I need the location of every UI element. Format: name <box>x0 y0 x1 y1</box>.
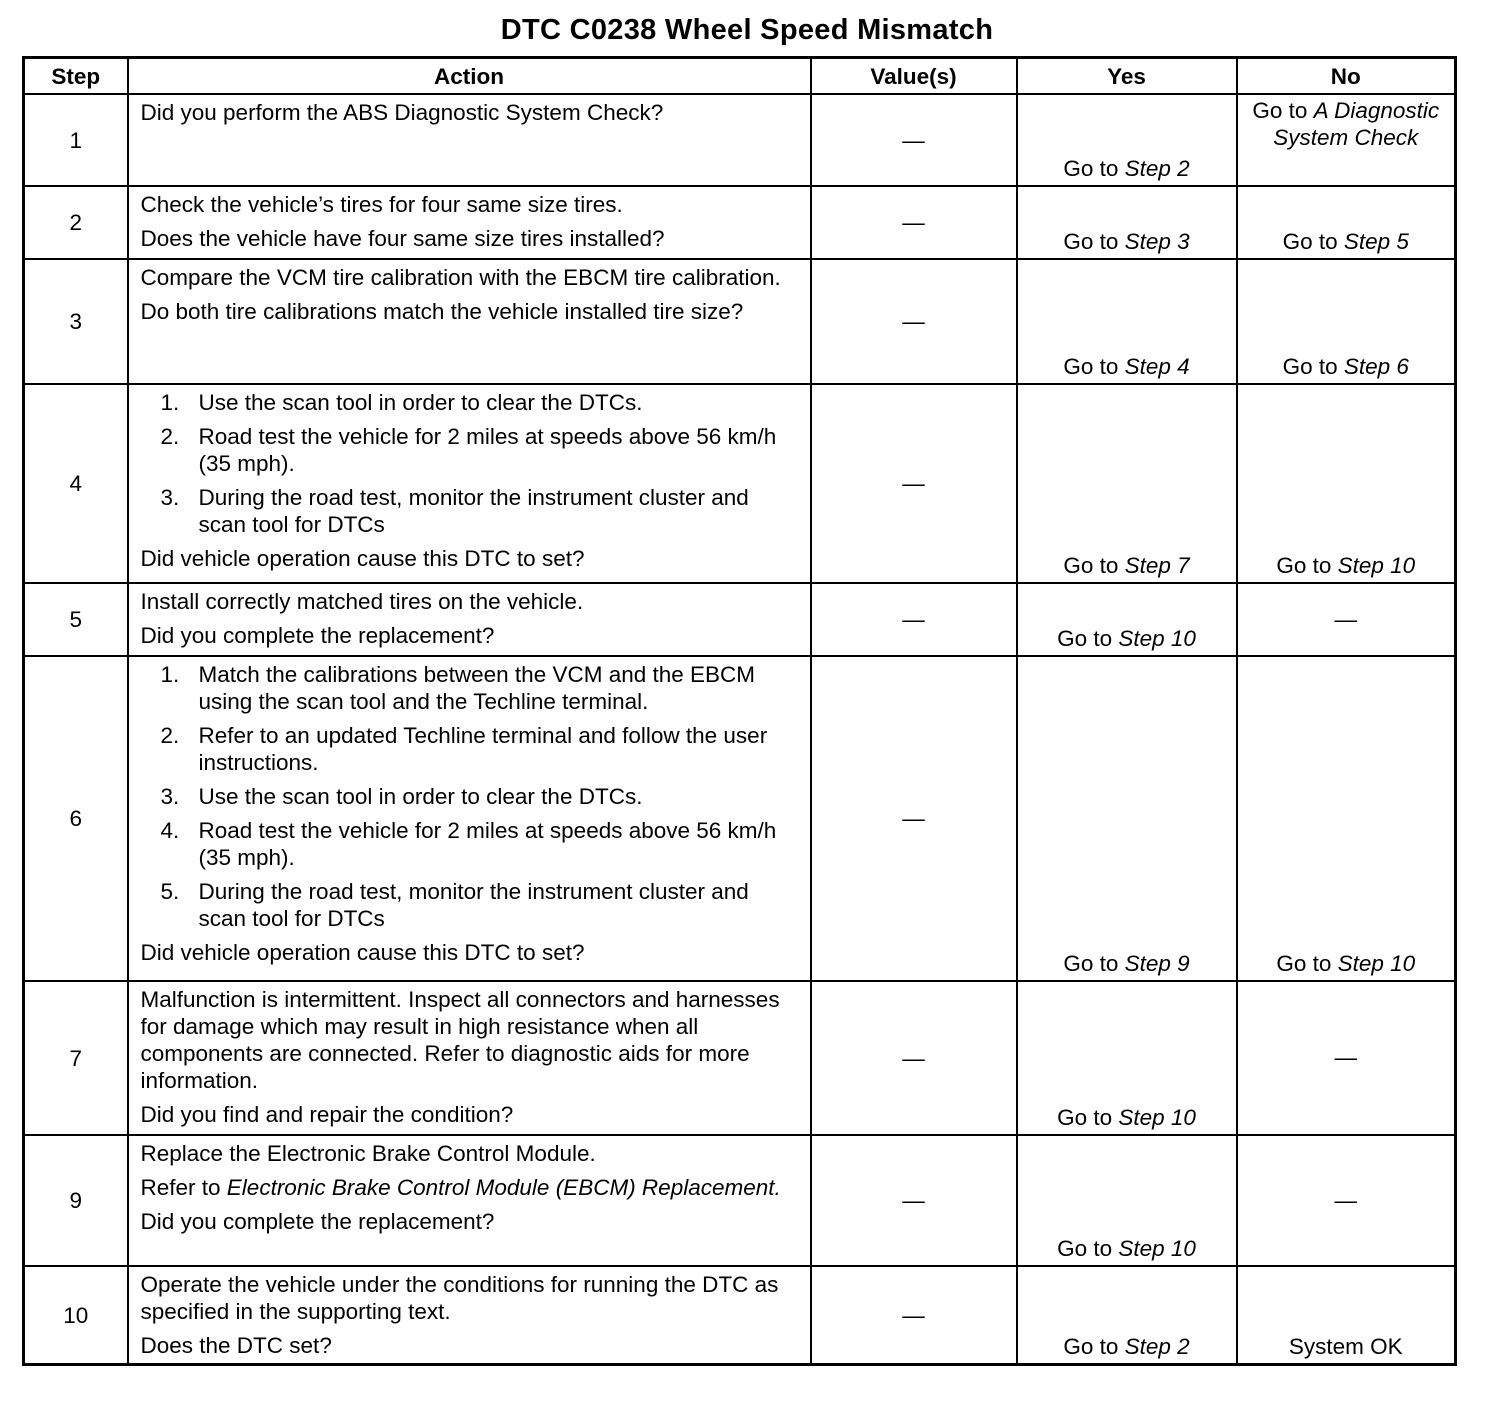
step-link[interactable]: Step 2 <box>1124 1334 1190 1359</box>
header-no: No <box>1237 58 1456 95</box>
step-link[interactable]: Step 3 <box>1124 229 1190 254</box>
header-step: Step <box>24 58 128 95</box>
table-row <box>24 656 1456 981</box>
goto-prefix: Go to <box>1063 354 1125 379</box>
value-cell: — <box>811 384 1017 583</box>
yes-cell <box>1017 981 1237 1135</box>
table-row <box>24 1135 1456 1266</box>
list-item: 4. Road test the vehicle for 2 miles at speeds above 56 km/h (35 mph). <box>160 818 777 870</box>
goto-prefix: Go to <box>1252 98 1314 123</box>
table-row <box>24 259 1456 384</box>
action-cell <box>128 981 811 1135</box>
step-number: 7 <box>24 981 128 1135</box>
goto-prefix: Go to <box>1063 156 1125 181</box>
step-link[interactable]: Step 2 <box>1124 156 1190 181</box>
action-text: Operate the vehicle under the conditions for running the DTC as specified in the supporting text. <box>140 1272 779 1324</box>
value-cell: — <box>811 583 1017 656</box>
list-item: 2. Refer to an updated Techline terminal and follow the user instructions. <box>160 723 768 775</box>
action-cell <box>128 1266 811 1365</box>
action-question: Did you find and repair the condition? <box>140 1102 514 1127</box>
step-number: 10 <box>24 1266 128 1365</box>
goto-prefix: Go to <box>1057 626 1119 651</box>
no-cell: — <box>1237 1135 1456 1266</box>
yes-cell <box>1017 94 1237 186</box>
yes-cell <box>1017 186 1237 259</box>
goto-prefix: Go to <box>1063 229 1125 254</box>
step-link[interactable]: Step 10 <box>1118 1105 1196 1130</box>
list-item: 5. During the road test, monitor the instrument cluster and scan tool for DTCs <box>160 879 749 931</box>
goto-prefix: Go to <box>1063 951 1125 976</box>
step-link[interactable]: Step 10 <box>1118 626 1196 651</box>
step-number: 1 <box>24 94 128 186</box>
action-question: Does the DTC set? <box>140 1333 332 1358</box>
yes-cell <box>1017 259 1237 384</box>
no-cell <box>1237 259 1456 384</box>
action-question: Does the vehicle have four same size tires installed? <box>140 226 665 251</box>
goto-prefix: Go to <box>1057 1105 1119 1130</box>
value-cell: — <box>811 656 1017 981</box>
action-question: Do both tire calibrations match the vehicle installed tire size? <box>140 299 744 324</box>
action-question: Did you complete the replacement? <box>140 623 495 648</box>
action-text: Compare the VCM tire calibration with the EBCM tire calibration. <box>140 265 781 290</box>
no-cell: System OK <box>1237 1266 1456 1365</box>
list-item: 1. Match the calibrations between the VCM and the EBCM using the scan tool and the Techline terminal. <box>160 662 756 714</box>
action-cell <box>128 94 811 186</box>
table-header-row <box>24 58 1456 95</box>
header-values: Value(s) <box>811 58 1017 95</box>
list-item: 3. During the road test, monitor the instrument cluster and scan tool for DTCs <box>160 485 749 537</box>
yes-cell <box>1017 583 1237 656</box>
goto-prefix: Go to <box>1063 1334 1125 1359</box>
step-link[interactable]: Step 10 <box>1337 553 1416 578</box>
step-number: 5 <box>24 583 128 656</box>
step-number: 2 <box>24 186 128 259</box>
action-cell <box>128 186 811 259</box>
action-steps-list <box>141 389 800 538</box>
procedure-link[interactable]: Electronic Brake Control Module (EBCM) Replacement. <box>226 1175 781 1200</box>
goto-prefix: Go to <box>1057 1236 1119 1261</box>
goto-prefix: Go to <box>1282 229 1344 254</box>
action-cell <box>128 1135 811 1266</box>
value-cell: — <box>811 1135 1017 1266</box>
no-cell <box>1237 384 1456 583</box>
step-link[interactable]: A Diagnostic System Check <box>1273 98 1440 150</box>
step-number: 4 <box>24 384 128 583</box>
action-cell <box>128 259 811 384</box>
value-cell: — <box>811 981 1017 1135</box>
goto-prefix: Go to <box>1276 951 1338 976</box>
action-cell <box>128 656 811 981</box>
step-number: 9 <box>24 1135 128 1266</box>
no-cell <box>1237 186 1456 259</box>
action-text: Check the vehicle’s tires for four same size tires. <box>140 192 623 217</box>
action-text: Install correctly matched tires on the vehicle. <box>140 589 584 614</box>
action-question: Did you complete the replacement? <box>140 1209 495 1234</box>
table-row <box>24 384 1456 583</box>
step-link[interactable]: Step 6 <box>1343 354 1409 379</box>
table-row <box>24 1266 1456 1365</box>
no-cell <box>1237 94 1456 186</box>
action-question: Did vehicle operation cause this DTC to set? <box>140 546 585 571</box>
step-link[interactable]: Step 9 <box>1124 951 1190 976</box>
action-reference: Refer to Electronic Brake Control Module (EBCM) Replacement. <box>140 1175 781 1200</box>
goto-prefix: Go to <box>1276 553 1338 578</box>
action-text: Replace the Electronic Brake Control Module. <box>140 1141 596 1166</box>
yes-cell <box>1017 1266 1237 1365</box>
step-link[interactable]: Step 10 <box>1118 1236 1196 1261</box>
goto-prefix: Go to <box>1282 354 1344 379</box>
step-number: 3 <box>24 259 128 384</box>
list-item: 3. Use the scan tool in order to clear the DTCs. <box>160 784 643 809</box>
yes-cell <box>1017 384 1237 583</box>
action-question: Did vehicle operation cause this DTC to set? <box>140 940 585 965</box>
value-cell: — <box>811 186 1017 259</box>
header-action: Action <box>128 58 811 95</box>
value-cell: — <box>811 1266 1017 1365</box>
yes-cell <box>1017 1135 1237 1266</box>
step-link[interactable]: Step 4 <box>1124 354 1190 379</box>
diagnostic-table <box>22 56 1457 1366</box>
page-title: DTC C0238 Wheel Speed Mismatch <box>500 14 994 46</box>
value-cell: — <box>811 259 1017 384</box>
list-item: 1. Use the scan tool in order to clear the DTCs. <box>160 390 643 415</box>
step-link[interactable]: Step 5 <box>1343 229 1409 254</box>
no-cell <box>1237 656 1456 981</box>
action-question: Did you perform the ABS Diagnostic System Check? <box>140 100 664 125</box>
no-cell: — <box>1237 583 1456 656</box>
action-cell <box>128 384 811 583</box>
value-cell: — <box>811 94 1017 186</box>
header-yes: Yes <box>1017 58 1237 95</box>
table-row <box>24 186 1456 259</box>
action-cell <box>128 583 811 656</box>
no-cell: — <box>1237 981 1456 1135</box>
step-link[interactable]: Step 10 <box>1337 951 1416 976</box>
list-item: 2. Road test the vehicle for 2 miles at speeds above 56 km/h (35 mph). <box>160 424 777 476</box>
step-number: 6 <box>24 656 128 981</box>
action-text: Malfunction is intermittent. Inspect all connectors and harnesses for damage which may result in high resistance when all components are connected. Refer to diagnostic aids for more information. <box>140 987 780 1093</box>
table-row <box>24 583 1456 656</box>
step-link[interactable]: Step 7 <box>1124 553 1190 578</box>
goto-prefix: Go to <box>1063 553 1125 578</box>
table-row <box>24 94 1456 186</box>
action-steps-list <box>141 661 800 932</box>
yes-cell <box>1017 656 1237 981</box>
table-row <box>24 981 1456 1135</box>
